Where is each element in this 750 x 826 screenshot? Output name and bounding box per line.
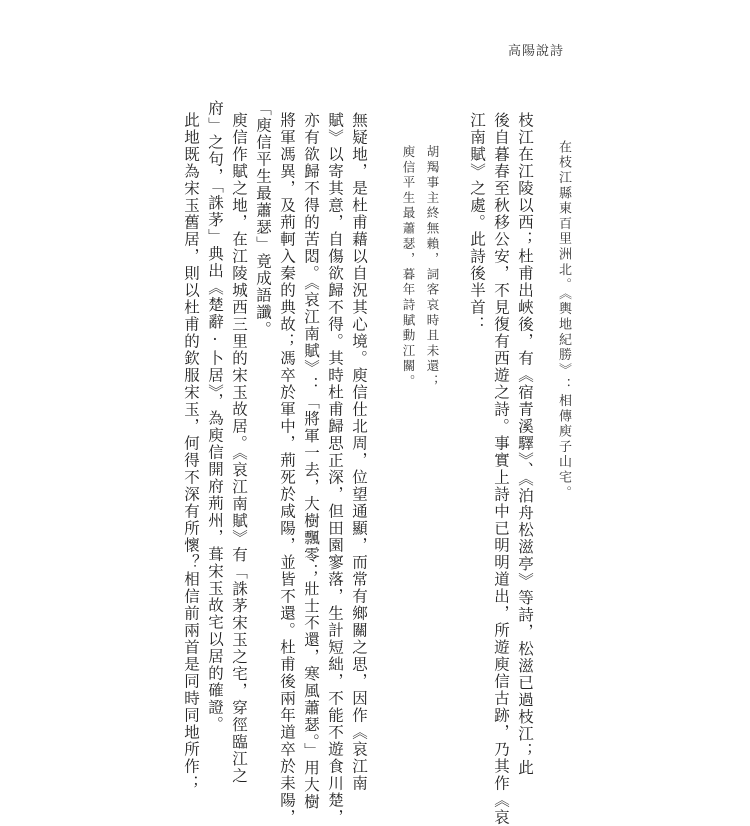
text-column: 「庾信平生最蕭瑟」竟成語讖。 [254, 100, 272, 338]
poem-line: 庾信平生最蕭瑟，暮年詩賦動江關。 [401, 145, 416, 390]
text-column: 府」之句，「誅茅」典出《楚辭·卜居》，為庾信開府荊州，葺宋玉故宅以居的確證。 [206, 100, 224, 733]
geography-note: 在枝江縣東百里洲北。《輿地紀勝》：相傳庾子山宅。 [556, 140, 571, 501]
text-column: 江南賦》之處。此詩後半首： [468, 112, 486, 333]
running-title: 高陽說詩 [507, 44, 564, 59]
text-column: 庾信作賦之地，在江陵城西三里的宋玉故居。《哀江南賦》有「誅茅宋玉之宅，穿徑臨江之 [230, 112, 248, 785]
text-column: 後自暮春至秋移公安，不見復有西遊之詩。事實上詩中已明明道出，所遊庾信古跡，乃其作《哀 [492, 112, 510, 826]
text-column: 亦有欲歸不得的苦悶。《哀江南賦》：「將軍一去，大樹飄零；壯士不還，寒風蕭瑟。」用大樹 [302, 112, 320, 811]
poem-line: 胡羯事主終無賴，詞客哀時且未還； [425, 145, 440, 390]
text-column: 枝江在江陵以西；杜甫出峽後，有《宿青溪驛》、《泊舟松滋亭》等詩，松滋已過枝江；此 [516, 112, 534, 777]
text-column: 此地既為宋玉舊居，則以杜甫的欽服宋玉，何得不深有所懷？相信前兩首是同時同地所作； [182, 112, 200, 792]
text-column: 將軍馮異，及荊軻入秦的典故；馮卒於軍中，荊死於咸陽，並皆不還。杜甫後兩年道卒於耒陽， [278, 112, 296, 826]
text-column: 賦》以寄其意，自傷欲歸不得。其時杜甫歸思正深，但田園寥落，生計短絀，不能不遊食川楚， [326, 112, 344, 826]
text-column: 無疑地，是杜甫藉以自況其心境。庾信仕北周，位望通顯，而常有鄉關之思，因作《哀江南 [350, 112, 368, 792]
